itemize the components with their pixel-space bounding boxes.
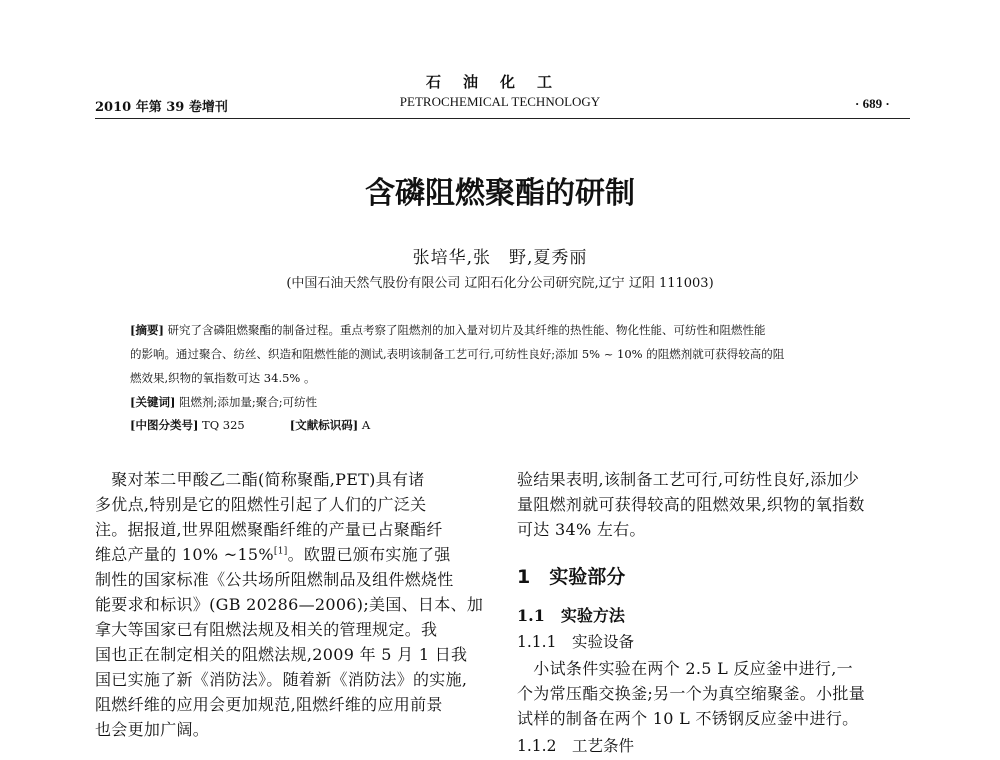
section-heading: 1 实验部分 — [517, 566, 626, 588]
subsection-heading: 1.1 实验方法 — [517, 606, 625, 625]
body-line: 验结果表明,该制备工艺可行,可纺性良好,添加少 — [517, 470, 860, 489]
classification-line — [130, 417, 370, 433]
doc-code-label: [文献标识码] — [289, 418, 359, 432]
body-line: 个为常压酯交换釜;另一个为真空缩聚釜。小批量 — [517, 684, 865, 703]
clc-code: TQ 325 — [202, 418, 245, 432]
body-line: 聚对苯二甲酸乙二酯(简称聚酯,PET)具有诸 — [95, 470, 425, 489]
keywords: 阻燃剂;添加量;聚合;可纺性 — [179, 395, 318, 409]
body-line: 注。据报道,世界阻燃聚酯纤维的产量已占聚酯纤 — [95, 520, 443, 539]
doc-code: A — [361, 418, 371, 432]
body-line: 拿大等国家已有阻燃法规及相关的管理规定。我 — [95, 620, 438, 639]
subsubsection-heading: 1.1.1 实验设备 — [517, 633, 634, 651]
journal-name-en: PETROCHEMICAL TECHNOLOGY — [399, 94, 601, 109]
body-line: 也会更加广阔。 — [95, 720, 210, 739]
body-line: 可达 34% 左右。 — [517, 520, 646, 539]
body-line: 维总产量的 10% ~15%[1]。欧盟已颁布实施了强 — [95, 545, 451, 564]
body-line: 试样的制备在两个 10 L 不锈钢反应釜中进行。 — [517, 709, 859, 728]
keywords-label: [关键词] — [130, 395, 176, 409]
body-line: 小试条件实验在两个 2.5 L 反应釜中进行,一 — [517, 659, 853, 678]
issue-info: 2010 年第 39 卷增刊 — [95, 100, 228, 115]
article-affiliation: (中国石油天然气股份有限公司 辽阳石化分公司研究院,辽宁 辽阳 111003) — [286, 276, 714, 291]
citation: [1] — [273, 546, 288, 557]
body-line: 量阻燃剂就可获得较高的阻燃效果,织物的氧指数 — [517, 495, 865, 514]
subsubsection-heading: 1.1.2 工艺条件 — [517, 737, 634, 755]
abstract-line: [摘要] 研究了含磷阻燃聚酯的制备过程。重点考察了阻燃剂的加入量对切片及其纤维的热性能、物化性能、可纺性和阻燃性能 — [130, 323, 766, 337]
journal-name-cn: 石油化工 — [425, 73, 574, 91]
body-line: 制性的国家标准《公共场所阻燃制品及组件燃烧性 — [95, 570, 454, 589]
abstract-label: [摘要] — [130, 323, 164, 337]
body-line: 能要求和标识》(GB 20286—2006);美国、日本、加 — [95, 595, 484, 614]
abstract-line: 燃效果,织物的氧指数可达 34.5% 。 — [130, 371, 316, 385]
body-line: 国也正在制定相关的阻燃法规,2009 年 5 月 1 日我 — [95, 645, 468, 664]
keywords-line — [130, 394, 317, 410]
abstract-line: 的影响。通过聚合、纺丝、织造和阻燃性能的测试,表明该制备工艺可行,可纺性良好;添加 5% ~ 10% 的阻燃剂就可获得较高的阻 — [130, 347, 785, 361]
clc-label: [中图分类号] — [130, 418, 199, 432]
article-authors: 张培华,张 野,夏秀丽 — [412, 248, 588, 268]
body-line: 国已实施了新《消防法》。随着新《消防法》的实施, — [95, 670, 468, 689]
body-line: 阻燃纤维的应用会更加规范,阻燃纤维的应用前景 — [95, 695, 443, 714]
header-rule — [95, 118, 910, 119]
page-number: · 689 · — [855, 96, 890, 111]
article-title: 含磷阻燃聚酯的研制 — [365, 176, 635, 211]
body-line: 多优点,特别是它的阻燃性引起了人们的广泛关 — [95, 495, 427, 514]
